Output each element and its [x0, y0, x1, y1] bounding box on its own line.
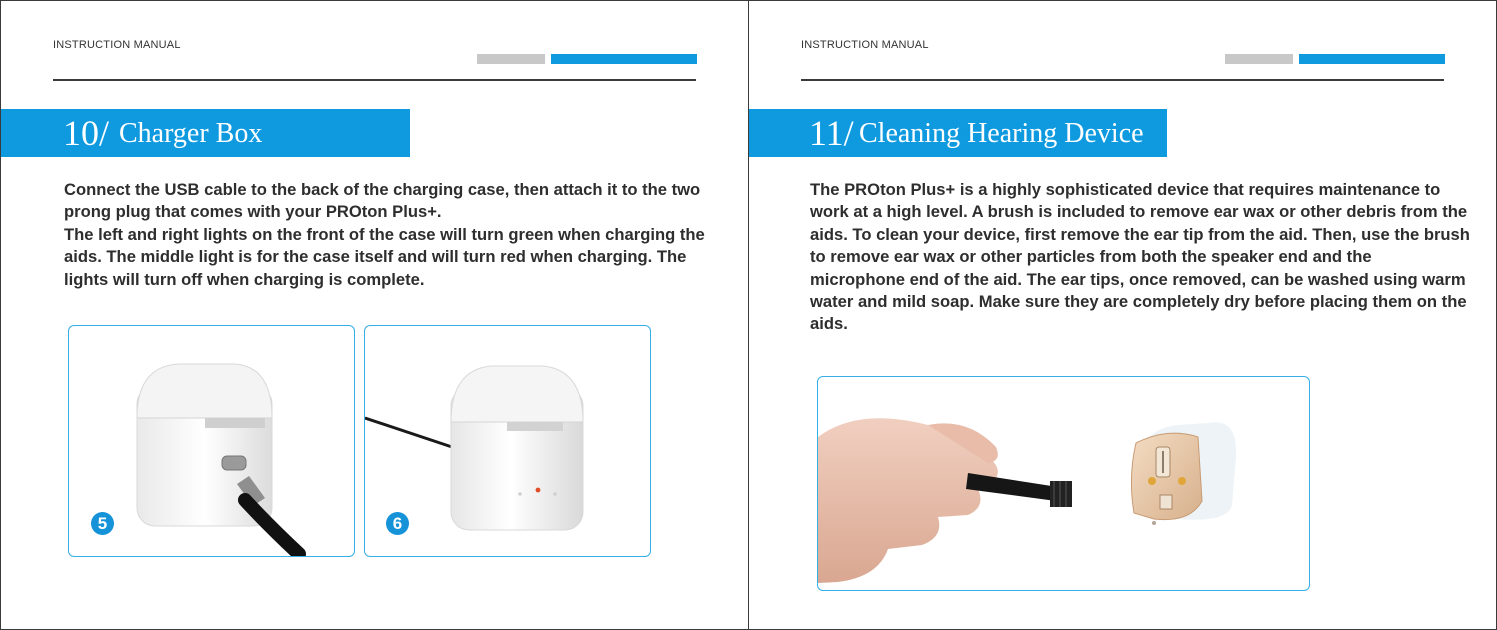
header-bar-blue [1299, 54, 1445, 64]
section-number: 11/ [809, 113, 854, 153]
header-rule [801, 79, 1444, 81]
section-title: Charger Box [119, 118, 263, 149]
step-badge-6: 6 [386, 512, 409, 535]
header-bar-blue [551, 54, 697, 64]
section-banner [749, 109, 1167, 157]
right-page [748, 0, 1497, 630]
body-text [810, 179, 1470, 336]
paragraph-usb: Connect the USB cable to the back of the charging case, then attach it to the two prong plug that comes with your PROton Plus+. [64, 180, 701, 222]
photo-cleaning-brush [817, 376, 1310, 591]
header-label: INSTRUCTION MANUAL [53, 39, 181, 51]
body-text [64, 179, 724, 291]
photo-charging-case-front [364, 325, 651, 557]
paragraph-lights: The left and right lights on the front of the case will turn green when charging the aids. The middle light is for the case itself and will turn red when charging. The lights will turn off when charging is complete. [64, 224, 705, 289]
section-banner [1, 109, 410, 157]
header-label: INSTRUCTION MANUAL [801, 39, 929, 51]
header-rule [53, 79, 696, 81]
section-title: Cleaning Hearing Device [859, 118, 1144, 149]
cleaning-brush-illustration [818, 377, 1310, 591]
step-badge-5: 5 [91, 512, 114, 535]
header-bar-gray [477, 54, 545, 64]
header-bar-gray [1225, 54, 1293, 64]
photo-charging-case-back [68, 325, 355, 557]
paragraph-cleaning: The PROton Plus+ is a highly sophisticated device that requires maintenance to work at a high level. A brush is included to remove ear wax or other debris from the aids. To clean your device, first remove the ear tip from the aid. Then, use the brush to remove ear wax or other particles from both the speaker end and the microphone end of the aid. The ear tips, once removed, can be washed using warm water and mild soap. Make sure they are completely dry before placing them on the aids. [810, 180, 1470, 334]
section-number: 10/ [63, 113, 110, 153]
